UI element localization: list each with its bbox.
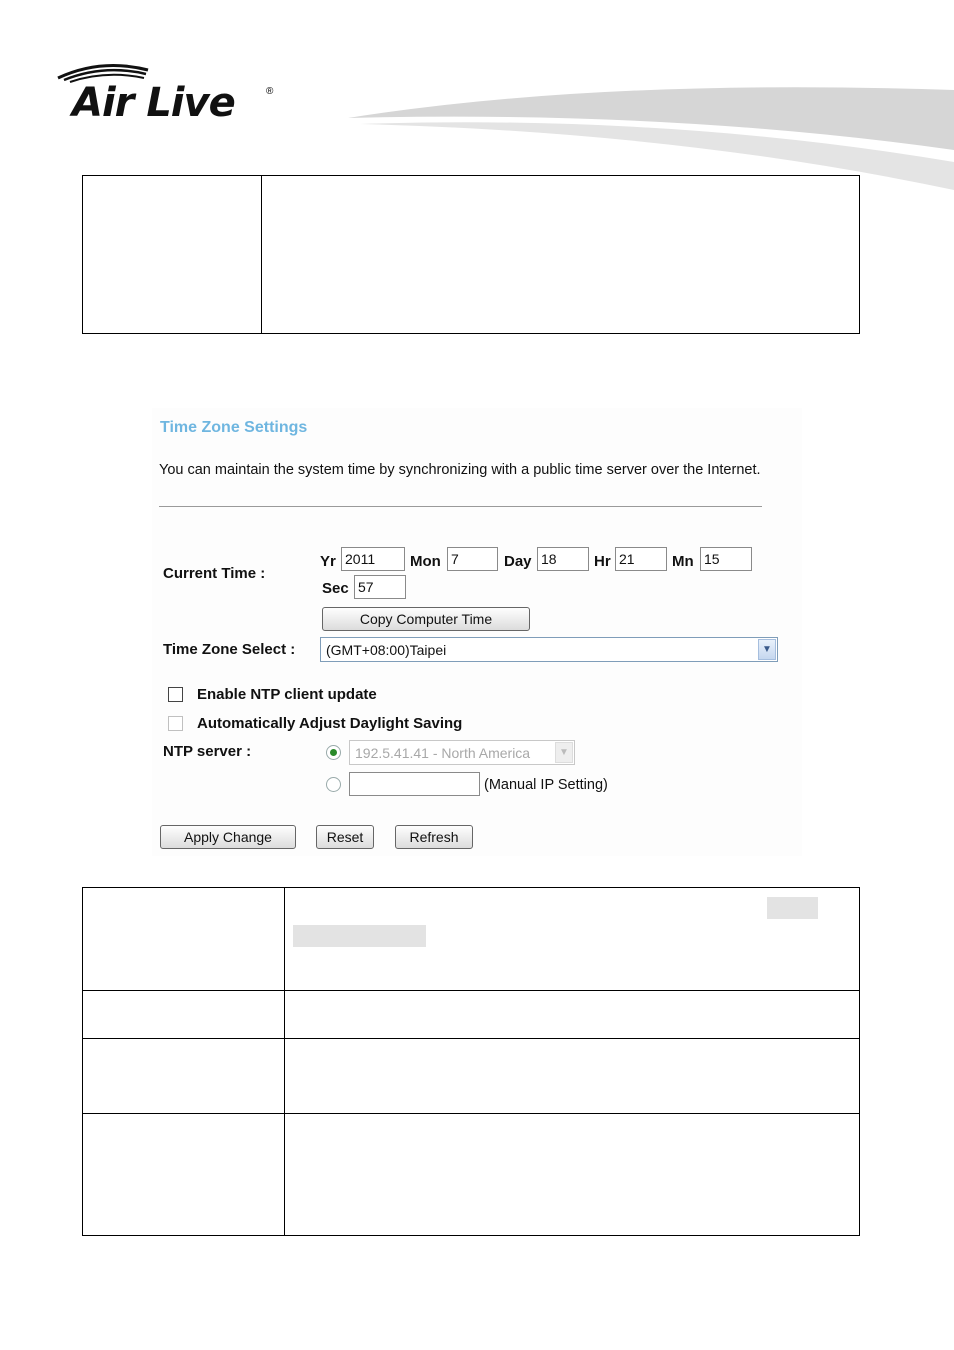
enable-ntp-label: Enable NTP client update (197, 686, 377, 703)
apply-change-button[interactable]: Apply Change (160, 825, 296, 849)
time-zone-settings-panel (152, 408, 802, 856)
panel-title: Time Zone Settings (160, 419, 308, 436)
airlive-logo (52, 58, 292, 128)
ntp-server-preset-radio[interactable] (326, 745, 341, 760)
second-input[interactable] (354, 575, 406, 599)
manual-ip-setting-label: (Manual IP Setting) (484, 777, 608, 793)
ntp-server-label: NTP server : (163, 743, 252, 760)
sec-label: Sec (322, 580, 349, 597)
mn-label: Mn (672, 553, 694, 570)
time-zone-select[interactable] (320, 637, 778, 662)
chevron-down-icon[interactable]: ▼ (555, 742, 573, 763)
yr-label: Yr (320, 553, 336, 570)
lower-table-row3-right (285, 1039, 860, 1114)
lower-table-row1-right (285, 888, 860, 991)
daylight-saving-label: Automatically Adjust Daylight Saving (197, 715, 463, 732)
enable-ntp-checkbox[interactable] (168, 687, 183, 702)
redacted-block (293, 925, 426, 947)
day-label: Day (504, 553, 532, 570)
copy-computer-time-button[interactable]: Copy Computer Time (322, 607, 530, 631)
time-zone-select-value: (GMT+08:00)Taipei (326, 641, 447, 658)
lower-table-row2-left (83, 991, 285, 1039)
lower-table-row1-left (83, 888, 285, 991)
panel-description: You can maintain the system time by synchronizing with a public time server over the Internet. (159, 462, 761, 478)
lower-table-row3-left (83, 1039, 285, 1114)
reset-button[interactable]: Reset (316, 825, 374, 849)
minute-input[interactable] (700, 547, 752, 571)
hr-label: Hr (594, 553, 611, 570)
year-input[interactable] (341, 547, 405, 571)
month-input[interactable] (447, 547, 498, 571)
chevron-down-icon[interactable]: ▼ (758, 639, 776, 660)
mon-label: Mon (410, 553, 441, 570)
redacted-block (767, 897, 818, 919)
logo-registered-mark: ® (266, 86, 274, 97)
current-time-label: Current Time : (163, 565, 266, 582)
logo-wordmark: Air Live (72, 80, 235, 126)
upper-table-cell-right (262, 176, 860, 334)
lower-table-row4-left (83, 1114, 285, 1236)
panel-divider (159, 506, 762, 507)
time-zone-select-label: Time Zone Select : (163, 641, 296, 658)
lower-doc-table (82, 887, 860, 1236)
lower-table-row2-right (285, 991, 860, 1039)
upper-doc-table (82, 175, 860, 334)
ntp-server-manual-radio[interactable] (326, 777, 341, 792)
day-input[interactable] (537, 547, 589, 571)
daylight-saving-checkbox[interactable] (168, 716, 183, 731)
ntp-server-preset-value: 192.5.41.41 - North America (355, 744, 531, 761)
hour-input[interactable] (615, 547, 667, 571)
lower-table-row4-right (285, 1114, 860, 1236)
refresh-button[interactable]: Refresh (395, 825, 473, 849)
ntp-server-preset-select[interactable] (349, 740, 575, 765)
upper-table-cell-left (83, 176, 262, 334)
ntp-server-manual-input[interactable] (349, 772, 480, 796)
